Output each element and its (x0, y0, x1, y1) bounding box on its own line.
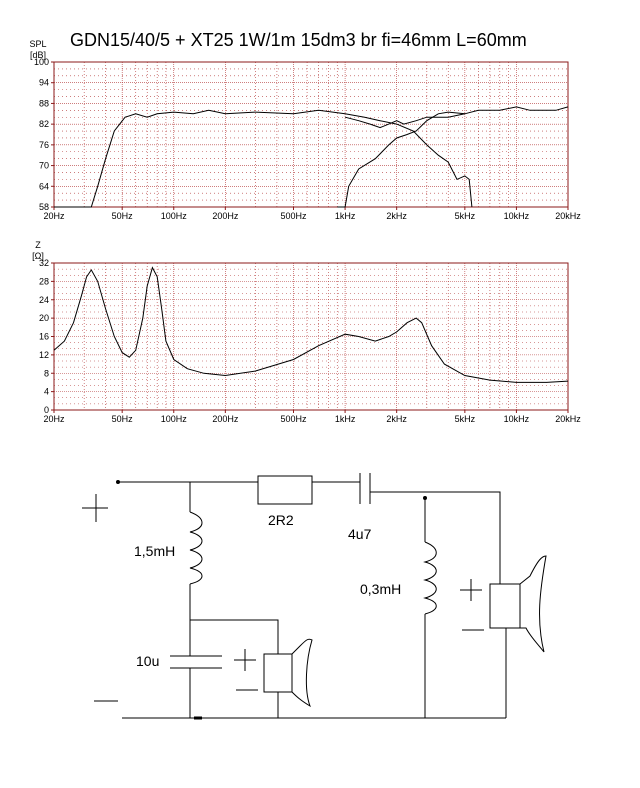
inductor1-label: 1,5mH (134, 543, 176, 559)
y-tick-label: 0 (43, 405, 49, 415)
woofer-body (264, 654, 292, 692)
x-tick-label: 2kHz (386, 211, 407, 221)
y-axis-unit: [Ω] (32, 251, 44, 261)
inductor2-label: 0,3mH (360, 581, 402, 597)
y-tick-label: 64 (38, 181, 49, 192)
y-tick-label: 70 (38, 160, 49, 171)
resistor-2r2 (258, 476, 312, 504)
x-tick-label: 20kHz (555, 414, 581, 424)
capacitor-4u7 (360, 473, 370, 504)
y-tick-label: 16 (38, 331, 49, 342)
inductor-0-3mh (425, 542, 436, 614)
inductor-1-5mh (190, 512, 202, 584)
spl-chart (29, 39, 581, 221)
x-tick-label: 50Hz (111, 414, 133, 424)
x-tick-label: 10kHz (503, 414, 530, 424)
y-tick-label: 88 (38, 98, 49, 109)
x-tick-label: 5kHz (454, 414, 476, 424)
y-tick-label: 76 (38, 139, 49, 150)
wire-node-woofer (190, 620, 278, 654)
x-tick-label: 50Hz (111, 211, 133, 221)
input-plus-sign (82, 494, 108, 522)
tweeter-cone (520, 556, 546, 652)
x-tick-label: 100Hz (160, 211, 187, 221)
capacitor2-label: 10u (136, 653, 160, 669)
x-tick-label: 1kHz (334, 211, 356, 221)
y-tick-label: 94 (38, 77, 49, 88)
y-tick-label: 82 (38, 119, 49, 130)
input-terminal (117, 481, 120, 484)
plot-frame (54, 62, 568, 207)
capacitor-label: 4u7 (348, 526, 372, 542)
y-tick-label: 4 (43, 386, 49, 397)
x-tick-label: 20Hz (43, 211, 65, 221)
node-dot (424, 497, 427, 500)
y-axis-label: SPL (29, 39, 47, 49)
x-tick-label: 10kHz (503, 211, 530, 221)
wire-c-to-tweeter (370, 492, 500, 584)
y-tick-label: 12 (38, 349, 49, 360)
resistor-label: 2R2 (268, 512, 294, 528)
y-tick-label: 24 (38, 294, 49, 305)
woofer-cone (292, 639, 312, 706)
y-tick-label: 8 (43, 368, 49, 379)
impedance-chart (32, 240, 581, 424)
x-tick-label: 200Hz (212, 211, 239, 221)
y-tick-label: 100 (33, 57, 49, 67)
y-axis-unit: [dB] (29, 50, 47, 60)
capacitor-10u (170, 656, 222, 668)
woofer-plus-sign (234, 649, 256, 671)
x-tick-label: 5kHz (454, 211, 476, 221)
tweeter-plus-sign (460, 579, 482, 601)
x-tick-label: 1kHz (334, 414, 356, 424)
y-tick-label: 28 (38, 276, 49, 287)
y-tick-label: 58 (38, 202, 49, 212)
x-tick-label: 20kHz (555, 211, 581, 221)
x-tick-label: 500Hz (280, 414, 307, 424)
series-line-1 (54, 268, 568, 383)
x-tick-label: 500Hz (280, 211, 307, 221)
x-tick-label: 20Hz (43, 414, 65, 424)
series-line-3 (345, 114, 465, 128)
chart-title: GDN15/40/5 + XT25 1W/1m 15dm3 br fi=46mm L=60mm (70, 30, 527, 50)
x-tick-label: 2kHz (386, 414, 407, 424)
x-tick-label: 100Hz (160, 414, 187, 424)
x-tick-label: 200Hz (212, 414, 239, 424)
y-axis-label: Z (35, 240, 41, 250)
y-tick-label: 20 (38, 313, 49, 324)
tweeter-body (490, 584, 520, 628)
y-tick-label: 32 (38, 258, 49, 268)
series-line-2 (337, 107, 568, 207)
